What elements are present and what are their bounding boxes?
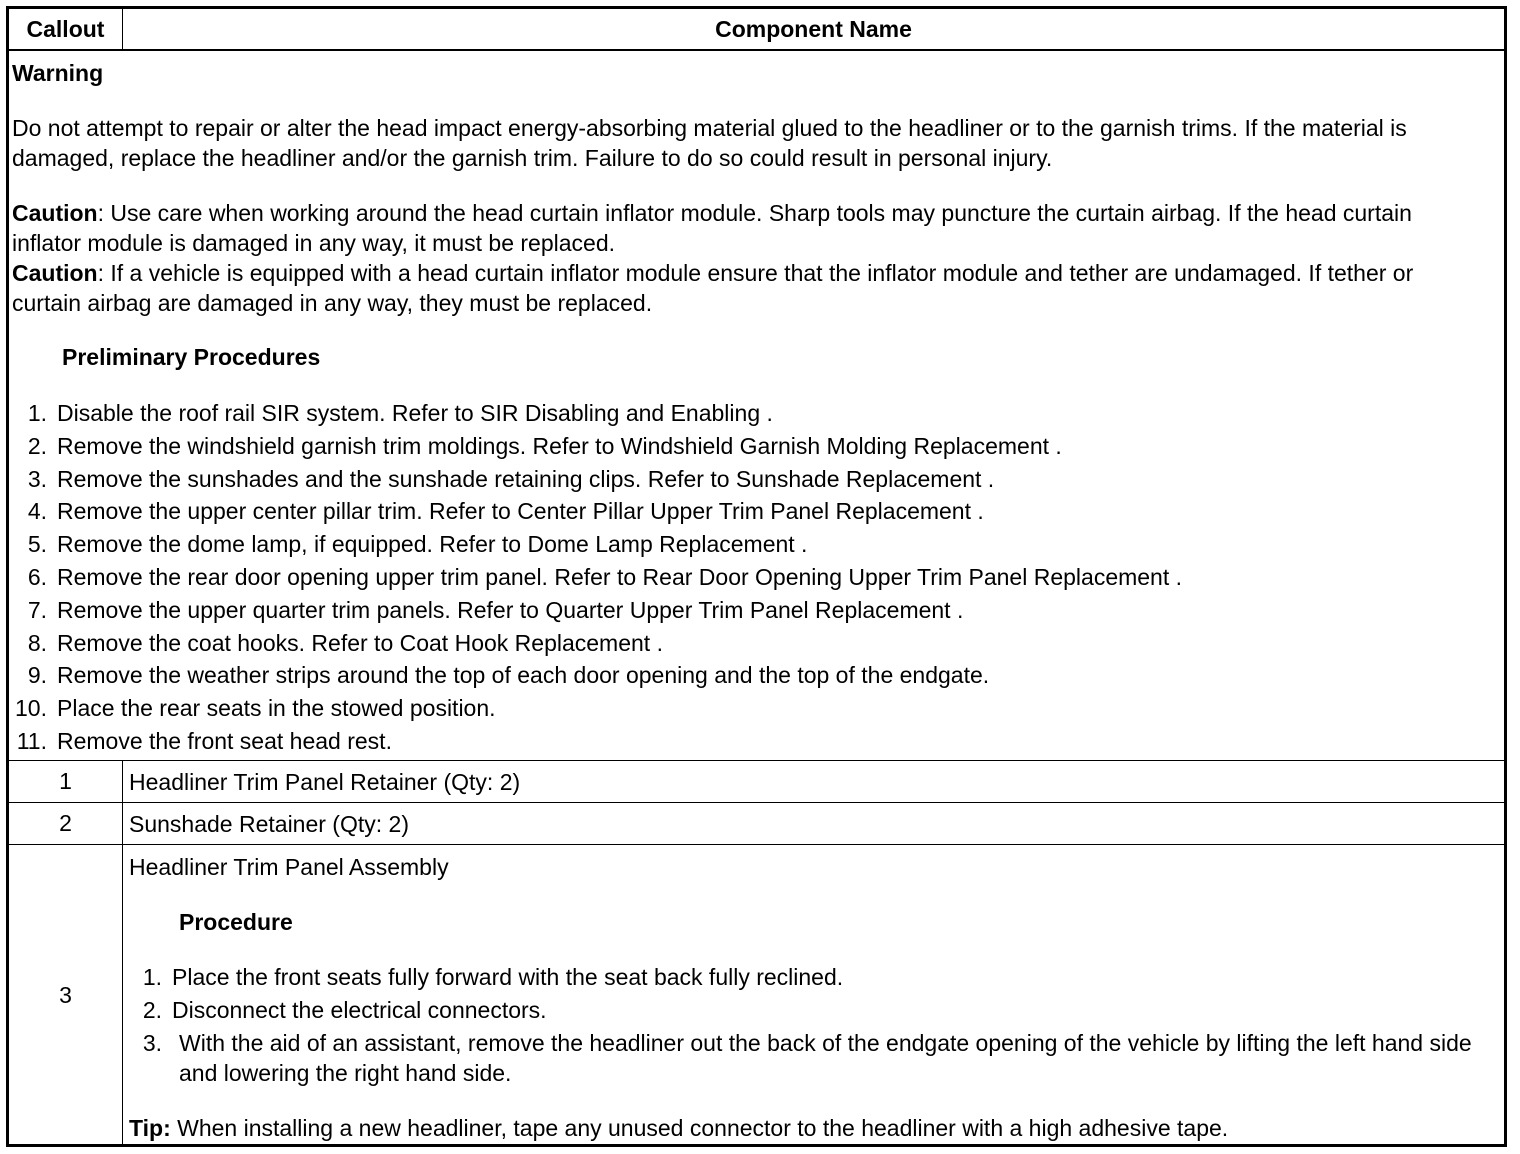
header-callout: Callout xyxy=(26,15,105,42)
procedure-title: Procedure xyxy=(179,909,293,935)
header-component-name: Component Name xyxy=(715,15,912,42)
warning-title: Warning xyxy=(12,60,104,86)
list-item: 7. Remove the upper quarter trim panels. Refer to Quarter Upper Trim Panel Replacement . xyxy=(27,597,964,623)
list-item: 2. Remove the windshield garnish trim moldings. Refer to Windshield Garnish Molding Replacement . xyxy=(27,433,1062,459)
callout-1: 1 xyxy=(59,768,72,794)
list-item: 3. xyxy=(142,1030,162,1056)
column-divider xyxy=(122,760,123,1144)
component-name-1: Headliner Trim Panel Retainer (Qty: 2) xyxy=(129,769,521,795)
tip-label: Tip: xyxy=(129,1115,171,1141)
row-divider xyxy=(9,844,1504,845)
list-item: 3. Remove the sunshades and the sunshade retaining clips. Refer to Sunshade Replacement . xyxy=(27,466,995,492)
list-item: 11. Remove the front seat head rest. xyxy=(16,728,392,754)
tip xyxy=(129,1113,1228,1143)
tip-text: When installing a new headliner, tape any unused connector to the headliner with a high adhesive tape. xyxy=(170,1115,1229,1141)
row-divider xyxy=(9,802,1504,803)
list-item: 9. Remove the weather strips around the top of each door opening and the top of the endgate. xyxy=(27,662,990,688)
caution-label: Caution xyxy=(12,260,98,286)
header-divider xyxy=(9,49,1504,51)
caution-1-text: : Use care when working around the head curtain inflator module. Sharp tools may puncture the curtain airbag. If the head curtain inflator module is damaged in any way, it must be replaced. xyxy=(12,200,1412,256)
caution-1 xyxy=(12,198,1462,258)
component-name-3: Headliner Trim Panel Assembly xyxy=(129,854,449,880)
list-item: 1. Disable the roof rail SIR system. Refer to SIR Disabling and Enabling . xyxy=(27,400,773,426)
list-item: 10. Place the rear seats in the stowed position. xyxy=(15,695,496,721)
list-item-text: With the aid of an assistant, remove the headliner out the back of the endgate opening of the vehicle by lifting the left hand side and lowering the right hand side. xyxy=(179,1030,1472,1086)
list-item: 4. Remove the upper center pillar trim. Refer to Center Pillar Upper Trim Panel Replacement . xyxy=(27,498,984,524)
preliminary-title: Preliminary Procedures xyxy=(62,344,321,370)
list-item: 2. Disconnect the electrical connectors. xyxy=(142,997,547,1023)
warning-text: Do not attempt to repair or alter the head impact energy-absorbing material glued to the headliner or to the garnish trims. If the material is damaged, replace the headliner and/or the garnish trim. Failure to do so could result in personal injury. xyxy=(12,115,1407,171)
callout-3: 3 xyxy=(59,981,72,1008)
list-item: 8. Remove the coat hooks. Refer to Coat Hook Replacement . xyxy=(27,630,663,656)
component-name-2: Sunshade Retainer (Qty: 2) xyxy=(129,811,409,837)
list-item: 5. Remove the dome lamp, if equipped. Refer to Dome Lamp Replacement . xyxy=(27,531,808,557)
component-table xyxy=(6,6,1507,1147)
row-divider xyxy=(9,760,1504,761)
list-item: 6. Remove the rear door opening upper trim panel. Refer to Rear Door Opening Upper Trim Panel Replacement . xyxy=(27,564,1183,590)
callout-2: 2 xyxy=(59,810,72,836)
caution-2-text: : If a vehicle is equipped with a head curtain inflator module ensure that the inflator module and tether are undamaged. If tether or curtain airbag are damaged in any way, they must be replaced. xyxy=(12,260,1414,316)
caution-label: Caution xyxy=(12,200,98,226)
list-item: 1. Place the front seats fully forward with the seat back fully reclined. xyxy=(142,964,844,990)
caution-2 xyxy=(12,258,1462,318)
